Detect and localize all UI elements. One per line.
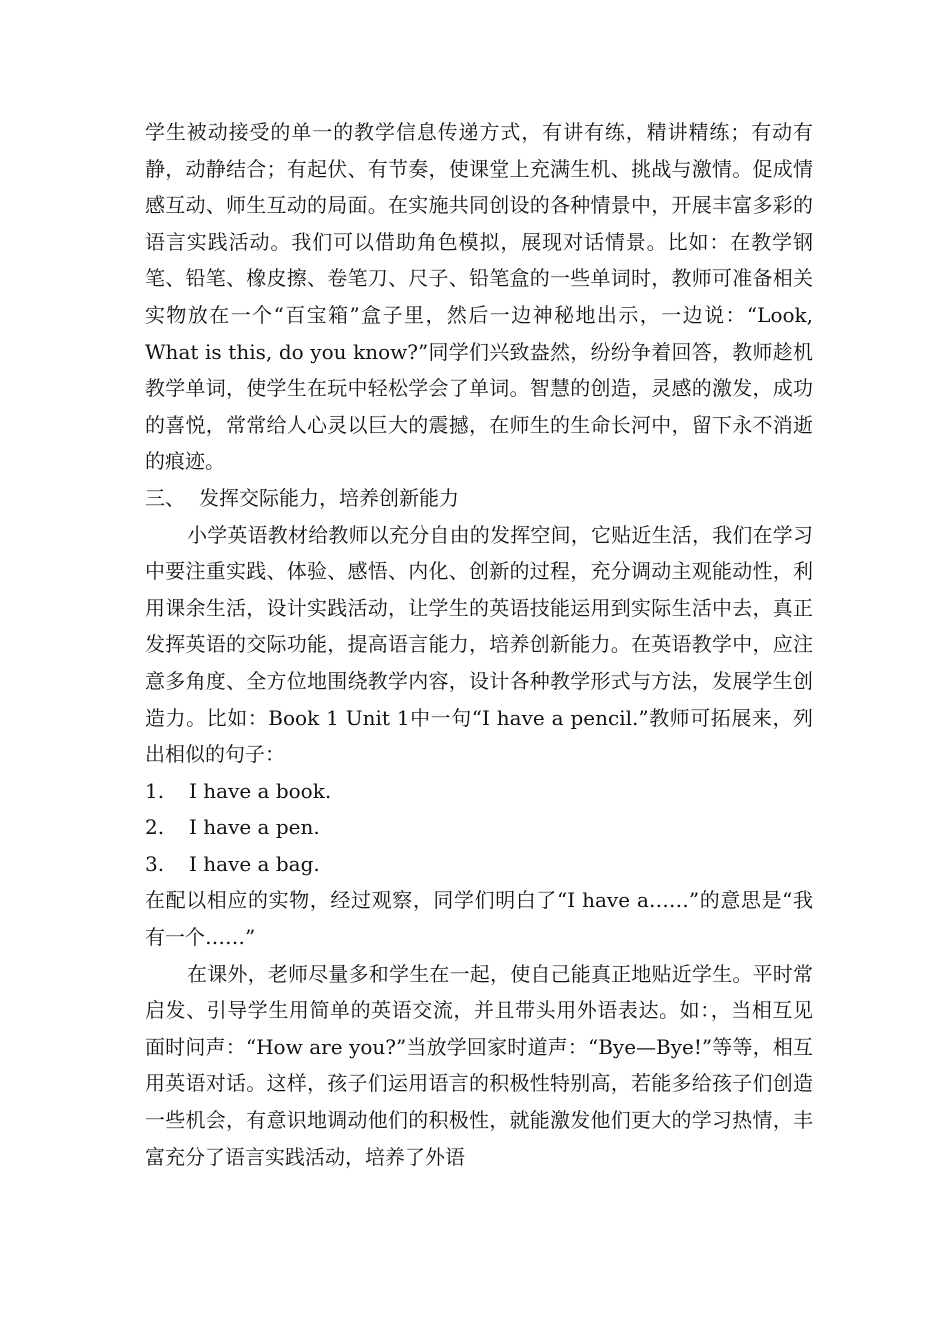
list-item-number: 2. bbox=[145, 815, 165, 840]
list-item-number: 1. bbox=[145, 778, 165, 803]
list-item-number: 3. bbox=[145, 851, 165, 876]
paragraph-1: 学生被动接受的单一的教学信息传递方式，有讲有练，精讲精练；有动有静，动静结合；有起伏、有节奏，使课堂上充满生机、挑战与激情。促成情感互动、师生互动的局面。在实施共同创设的各种情景中，开展丰富多彩的语言实践活动。我们可以借助角色模拟，展现对话情景。比如：在教学钢笔、铅笔、橡皮擦、卷笔刀、尺子、铅笔盒的一些单词时，教师可准备相关实物放在一个“百宝箱”盒子里，然后一边神秘地出示，一边说：“Look, What is this, do you know?”同学们兴致盎然，纷纷争着回答，教师趁机教学单词，使学生在玩中轻松学会了单词。智慧的创造，灵感的激发，成功的喜悦，常常给人心灵以巨大的震撼，在师生的生命长河中，留下永不消逝的痕迹。 bbox=[145, 120, 813, 474]
list-item-text: I have a bag. bbox=[189, 851, 320, 876]
list-item-text: I have a pen. bbox=[189, 815, 320, 840]
paragraph-3: 在配以相应的实物，经过观察，同学们明白了“I have a……”的意思是“我有一个……” bbox=[145, 888, 813, 950]
section-title: 发挥交际能力，培养创新能力 bbox=[199, 485, 459, 510]
section-number: 三、 bbox=[145, 485, 185, 510]
section-heading-3 bbox=[145, 480, 813, 517]
list-item bbox=[145, 809, 813, 846]
paragraph-4: 在课外，老师尽量多和学生在一起，使自己能真正地贴近学生。平时常启发、引导学生用简单的英语交流，并且带头用外语表达。如：，当相互见面时问声：“How are you?”当放学回家时道声：“Bye—Bye!”等等，相互用英语对话。这样，孩子们运用语言的积极性特别高，若能多给孩子们创造一些机会，有意识地调动他们的积极性，就能激发他们更大的学习热情，丰富充分了语言实践活动，培养了外语 bbox=[145, 961, 813, 1169]
list-item-text: I have a book. bbox=[189, 778, 332, 803]
list-item bbox=[145, 773, 813, 810]
paragraph-2: 小学英语教材给教师以充分自由的发挥空间，它贴近生活，我们在学习中要注重实践、体验、感悟、内化、创新的过程，充分调动主观能动性，利用课余生活，设计实践活动，让学生的英语技能运用到实际生活中去，真正发挥英语的交际功能，提高语言能力，培养创新能力。在英语教学中，应注意多角度、全方位地围绕教学内容，设计各种教学形式与方法，发展学生创造力。比如：Book 1 Unit 1中一句“I have a pencil.”教师可拓展来，列出相似的句子： bbox=[145, 522, 813, 767]
list-item bbox=[145, 846, 813, 883]
document-page bbox=[145, 114, 813, 1175]
